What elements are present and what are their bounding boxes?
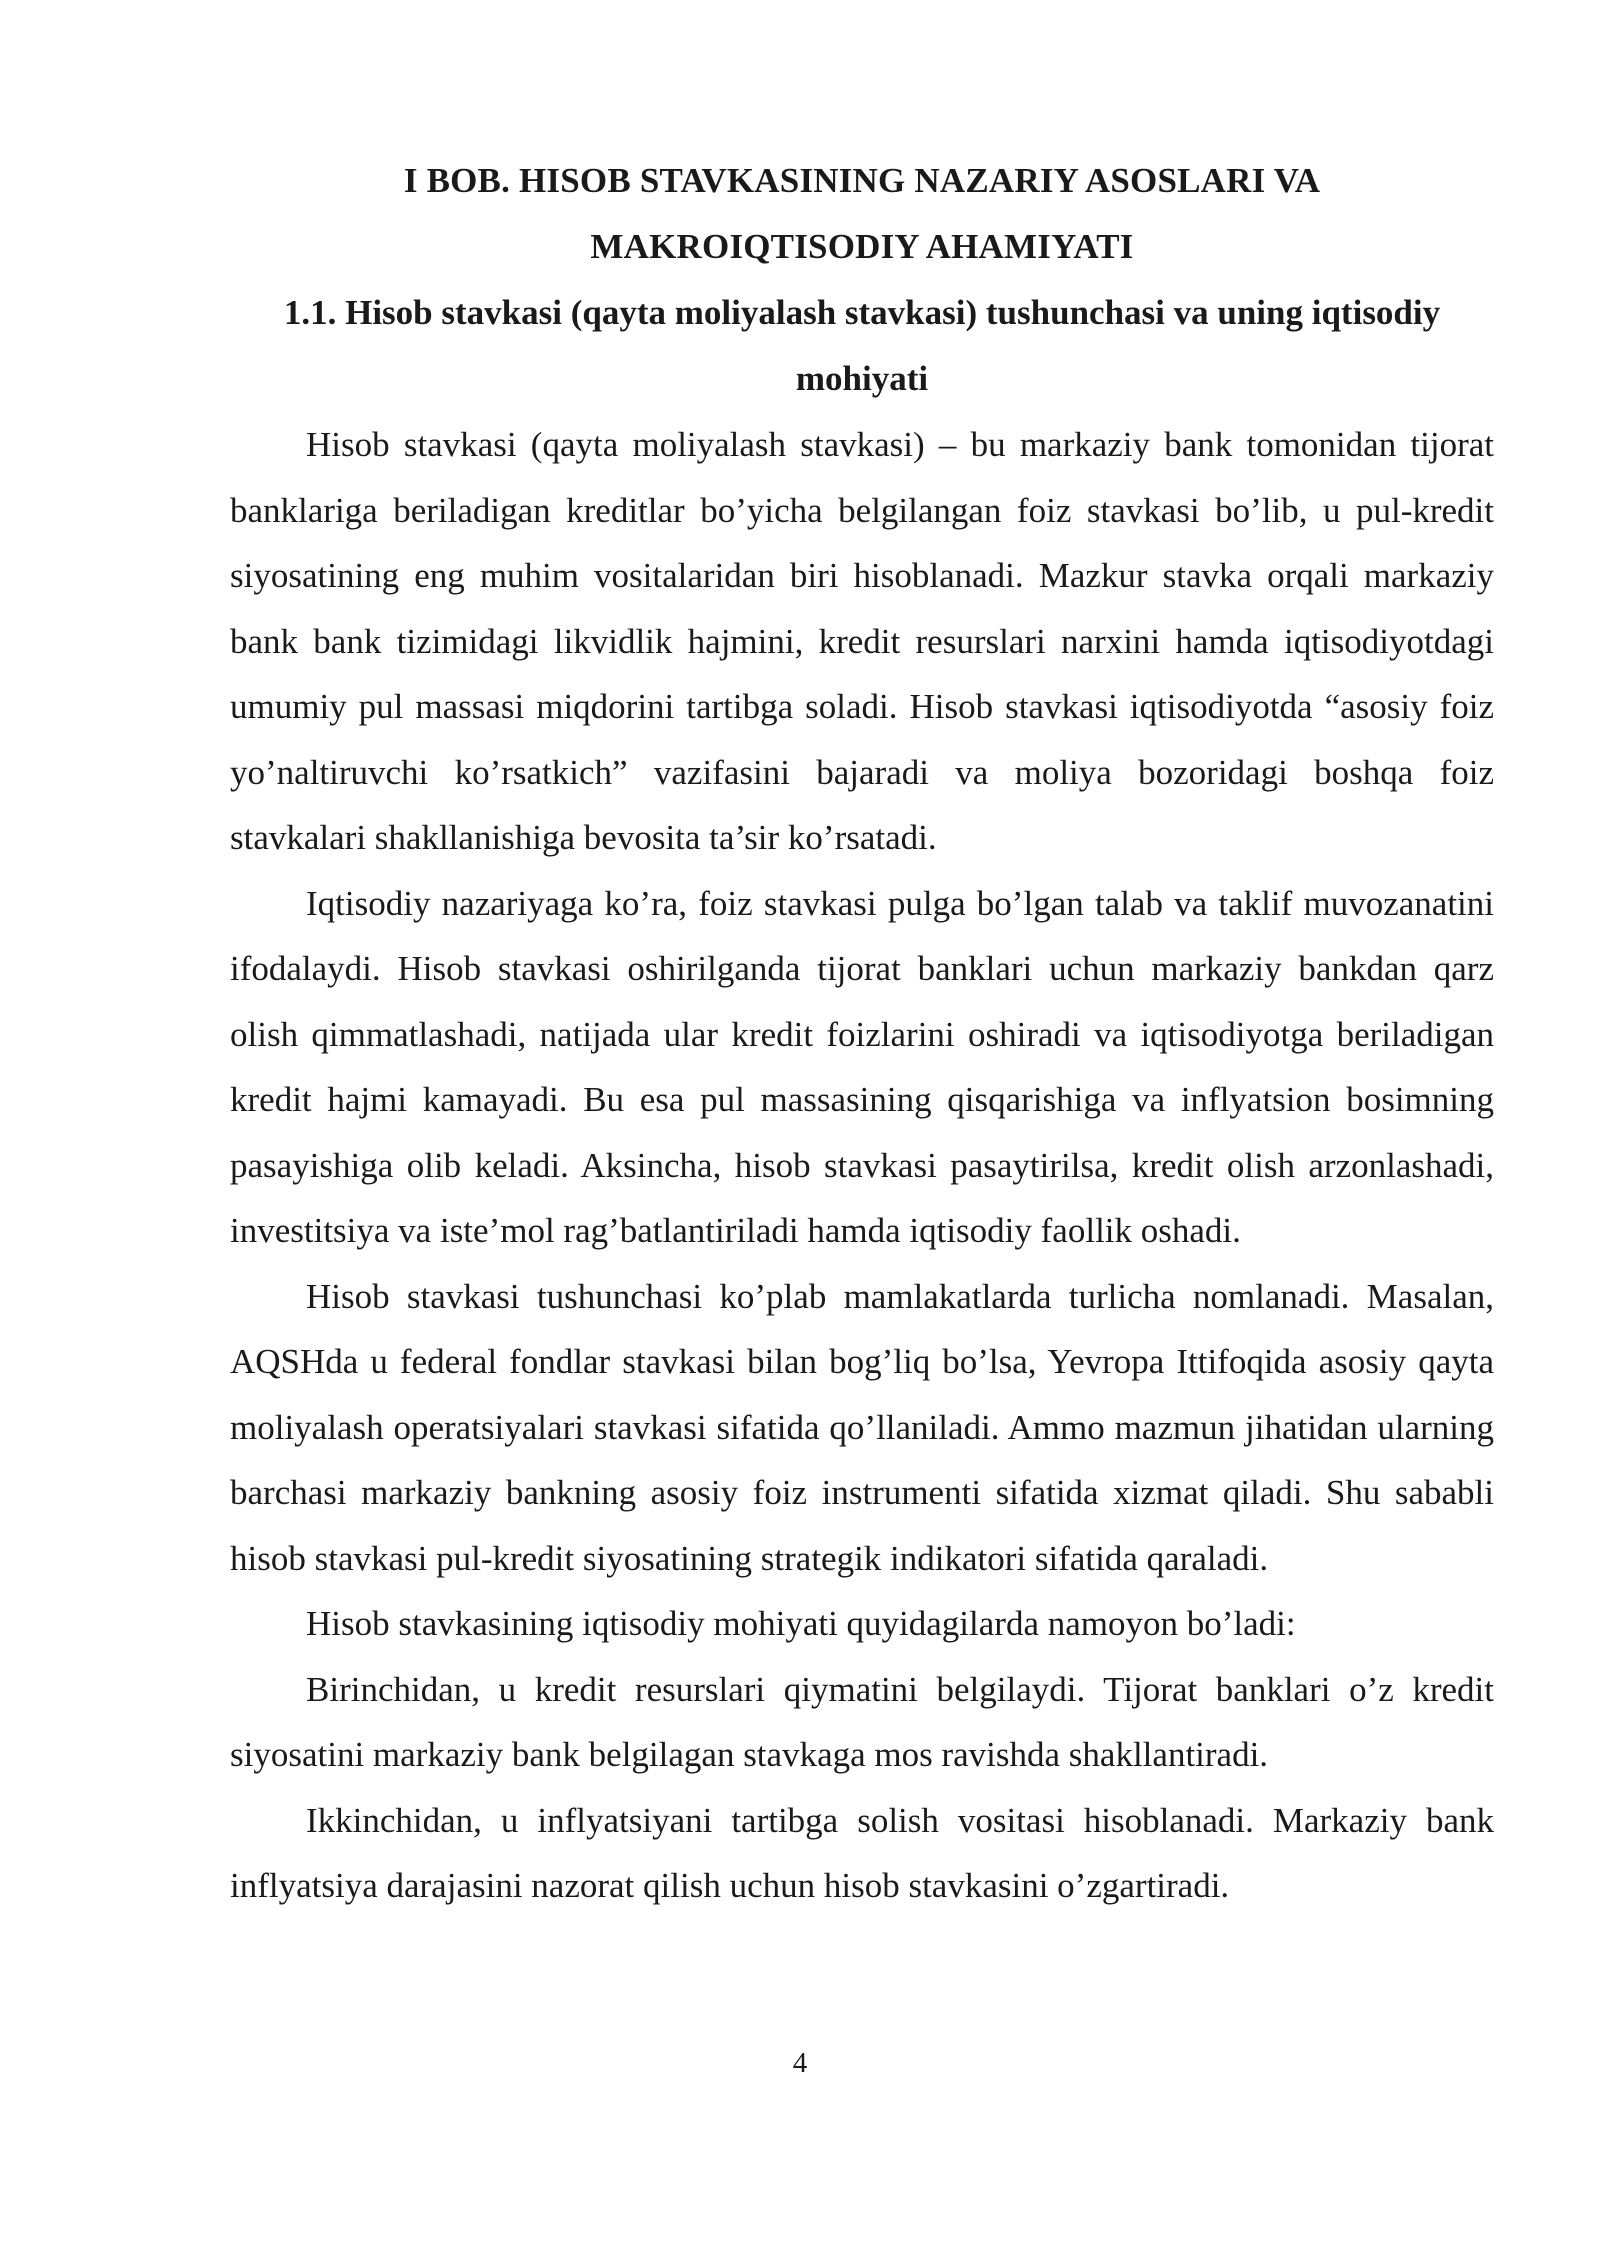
paragraph-essence-intro: Hisob stavkasining iqtisodiy mohiyati quyidagilarda namoyon bo’ladi:	[306, 1604, 1296, 1643]
paragraph-theory: Iqtisodiy nazariyaga ko’ra, foiz stavkasi pulga bo’lgan talab va taklif muvozanatini ifodalaydi. Hisob stavkasi oshirilganda tijorat banklari uchun markaziy bankdan qarz olish qimmatlashadi, natijada ular kredit foizlarini oshiradi va iqtisodiyotga beriladigan kredit hajmi kamayadi. Bu esa pul massasining qisqarishiga va inflyatsion bosimning pasayishiga olib keladi. Aksincha, hisob stavkasi pasaytirilsa, kredit olish arzonlashadi, investitsiya va iste’mol rag’batlantiriladi hamda iqtisodiy faollik oshadi.	[230, 883, 1494, 1250]
page-number: 4	[792, 2047, 808, 2079]
paragraph-first-point: Birinchidan, u kredit resurslari qiymatini belgilaydi. Tijorat banklari o’z kredit siyosatini markaziy bank belgilagan stavkaga mos ravishda shakllantiradi.	[230, 1669, 1494, 1774]
paragraph-second-point: Ikkinchidan, u inflyatsiyani tartibga solish vositasi hisoblanadi. Markaziy bank inflyatsiya darajasini nazorat qilish uchun hisob stavkasini o’zgartiradi.	[230, 1800, 1494, 1905]
paragraph-definition: Hisob stavkasi (qayta moliyalash stavkasi) – bu markaziy bank tomonidan tijorat banklariga beriladigan kreditlar bo’yicha belgilangan foiz stavkasi bo’lib, u pul-kredit siyosatining eng muhim vositalaridan biri hisoblanadi. Mazkur stavka orqali markaziy bank bank tizimidagi likvidlik hajmini, kredit resurslari narxini hamda iqtisodiyotdagi umumiy pul massasi miqdorini tartibga soladi. Hisob stavkasi iqtisodiyotda “asosiy foiz yo’naltiruvchi ko’rsatkich” vazifasini bajaradi va moliya bozoridagi boshqa foiz stavkalari shakllanishiga bevosita ta’sir ko’rsatadi.	[230, 425, 1494, 857]
chapter-title-line-2: MAKROIQTISODIY AHAMIYATI	[590, 227, 1134, 266]
document-page	[230, 148, 1494, 1919]
section-title: 1.1. Hisob stavkasi (qayta moliyalash stavkasi) tushunchasi va uning iqtisodiy mohiyati	[283, 293, 1441, 398]
chapter-title-line-1: I BOB. HISOB STAVKASINING NAZARIY ASOSLARI VA	[403, 161, 1321, 200]
paragraph-naming: Hisob stavkasi tushunchasi ko’plab mamlakatlarda turlicha nomlanadi. Masalan, AQSHda u federal fondlar stavkasi bilan bog’liq bo’lsa, Yevropa Ittifoqida asosiy qayta moliyalash operatsiyalari stavkasi sifatida qo’llaniladi. Ammo mazmun jihatidan ularning barchasi markaziy bankning asosiy foiz instrumenti sifatida xizmat qiladi. Shu sababli hisob stavkasi pul-kredit siyosatining strategik indikatori sifatida qaraladi.	[230, 1276, 1494, 1578]
